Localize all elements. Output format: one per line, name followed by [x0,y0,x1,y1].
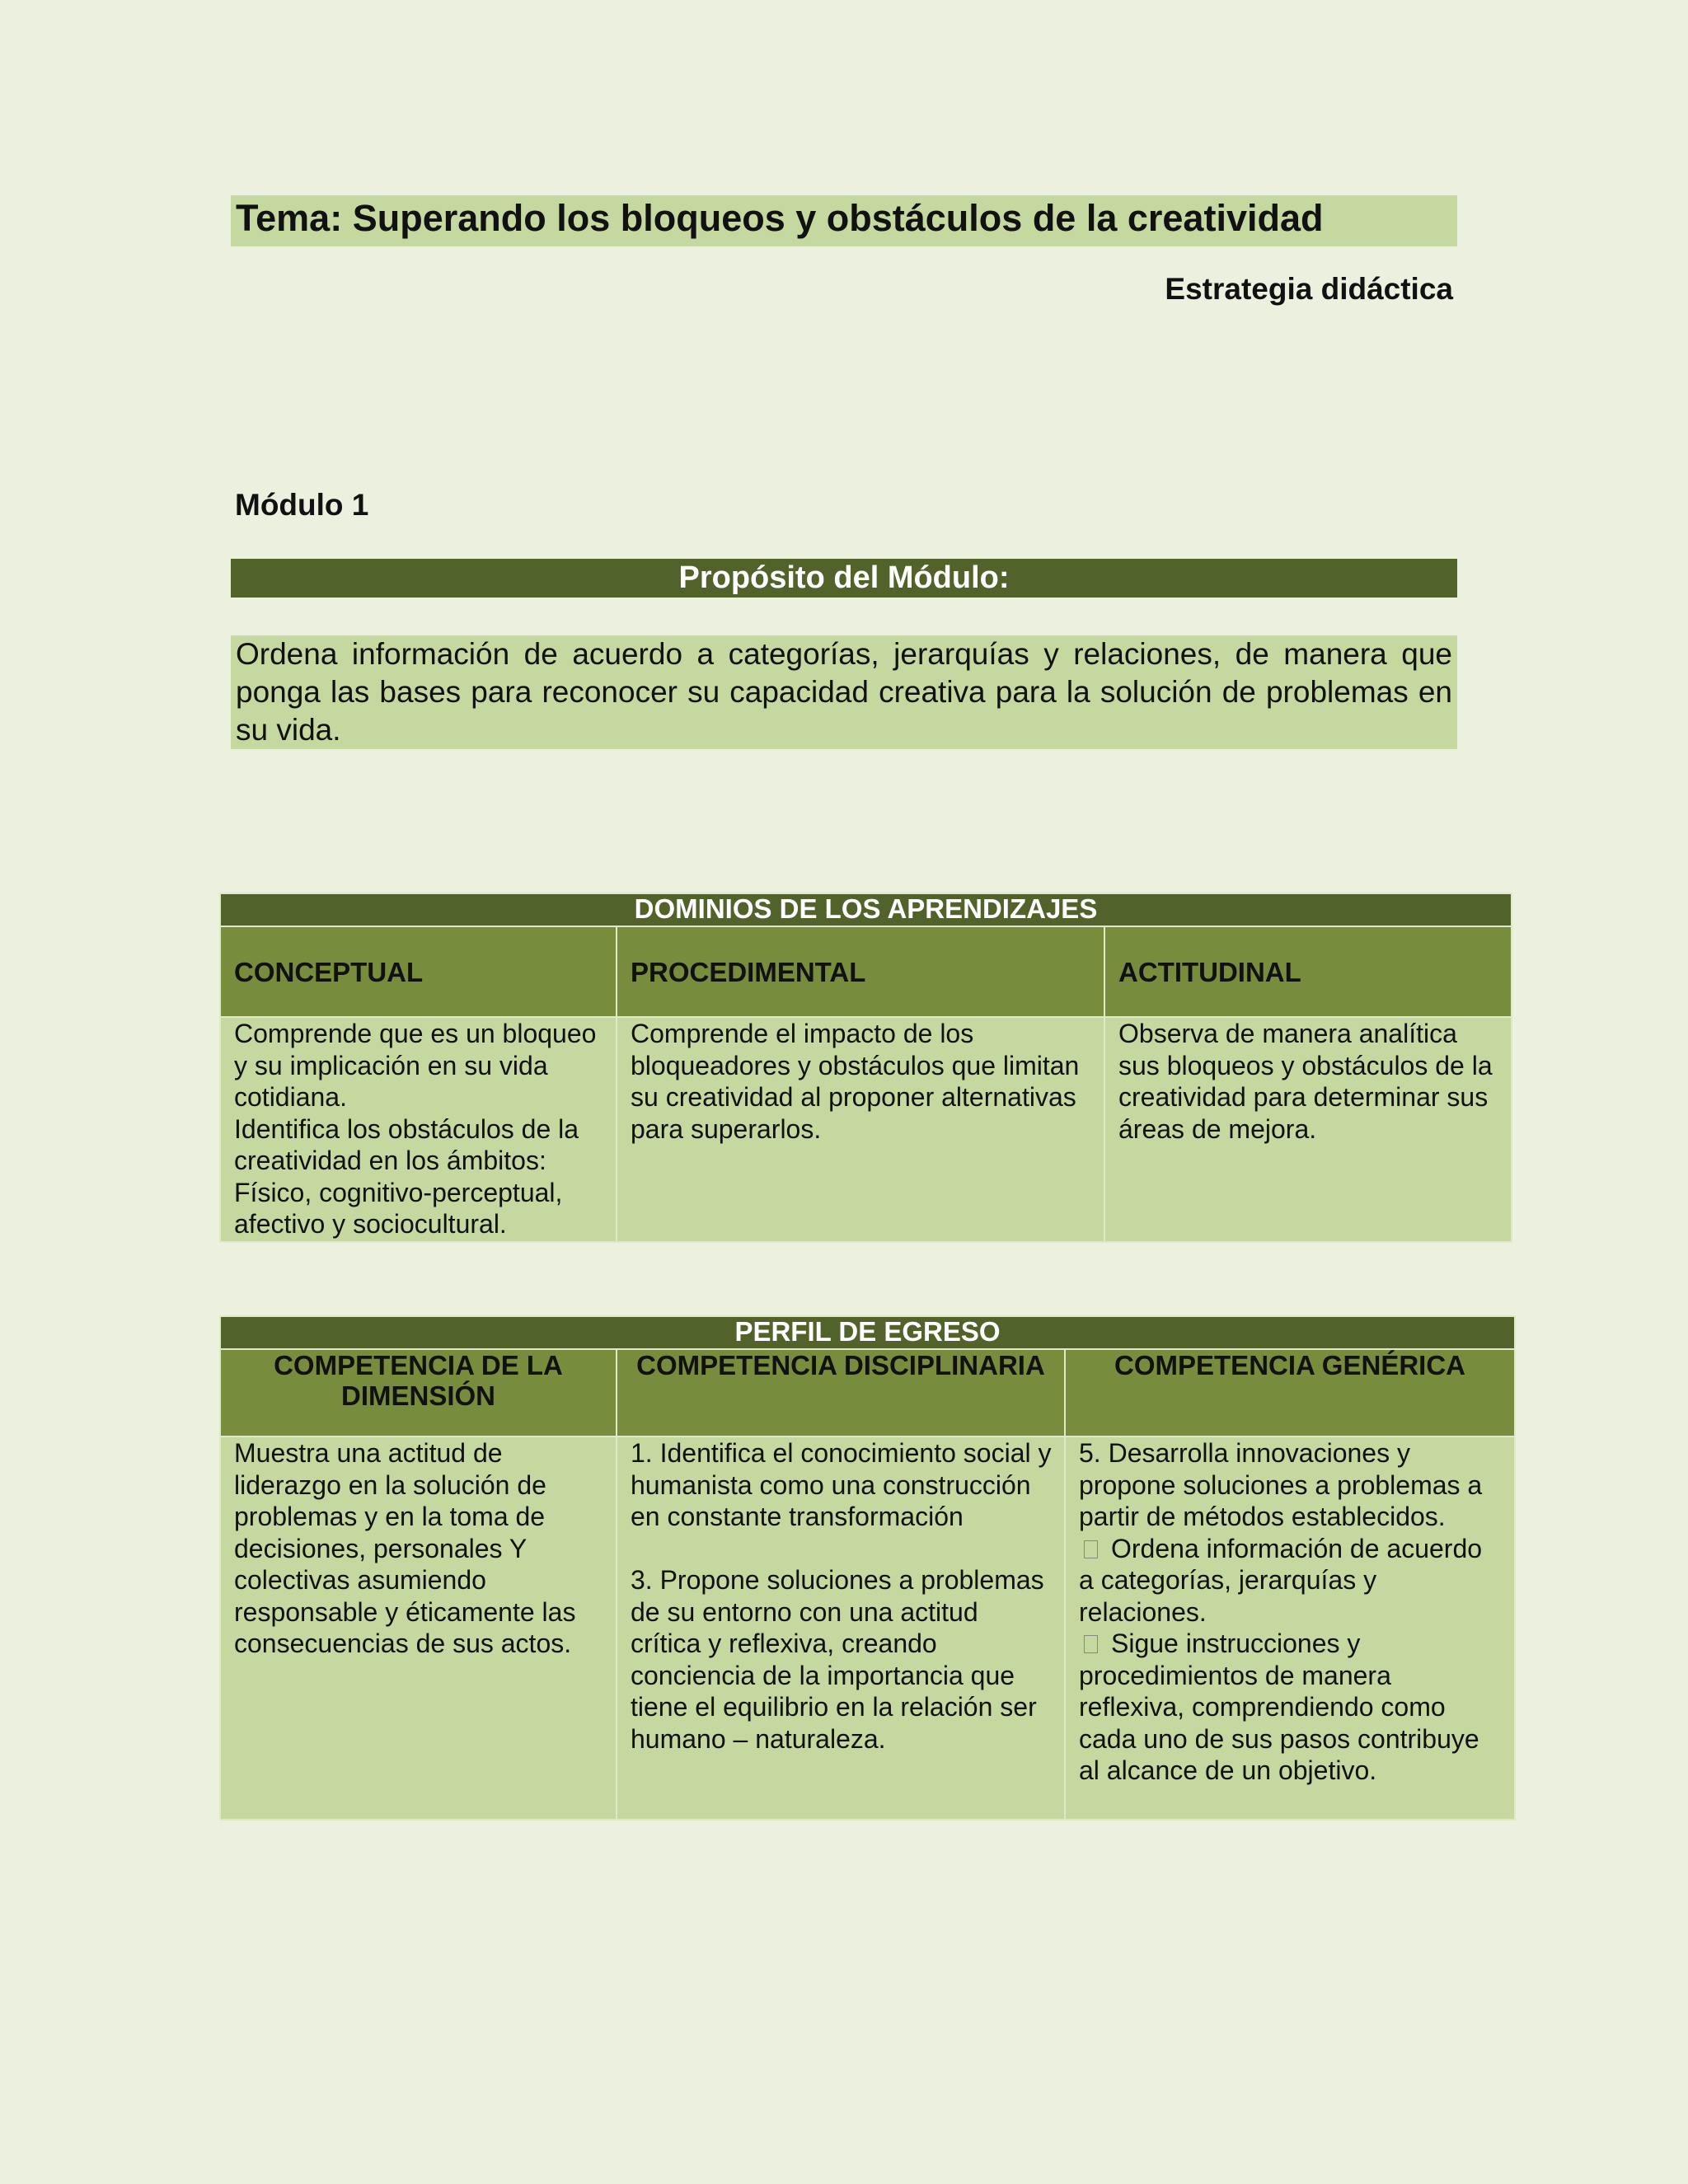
perfil-table [219,1315,1516,1821]
title-bar [231,195,1457,246]
bullet-text: Ordena información de acuerdo a categorías, jerarquías y relaciones. [1079,1533,1483,1627]
dominios-table [219,893,1512,1243]
column-header-actitudinal: ACTITUDINAL [1104,926,1512,1017]
cell-disciplinaria [617,1436,1065,1820]
cell-procedimental-text: Comprende el impacto de los bloqueadores y obstáculos que limitan su creatividad al proponer alternativas para superarlos. [631,1019,1080,1144]
cell-dimension-text: Muestra una actitud de liderazgo en la solución de problemas y en la toma de decisiones, personales Y colectivas asumiendo responsable y éticamente las consecuencias de sus actos. [234,1438,576,1658]
square-bullet-icon [1084,1540,1098,1558]
page-subtitle: Estrategia didáctica [1165,272,1453,306]
cell-generica [1065,1436,1515,1820]
cell-dimension [220,1436,617,1820]
cell-conceptual-text-2: Identifica los obstáculos de la creatividad en los ámbitos: Físico, cognitivo-perceptual, afectivo y sociocultural. [234,1113,579,1239]
column-header-procedimental: PROCEDIMENTAL [617,926,1104,1017]
cell-procedimental [617,1017,1104,1242]
column-header-generica: COMPETENCIA GENÉRICA [1065,1349,1515,1436]
column-header-conceptual: CONCEPTUAL [220,926,617,1017]
column-header-disciplinaria: COMPETENCIA DISCIPLINARIA [617,1349,1065,1436]
cell-actitudinal [1104,1017,1512,1242]
bullet-item [1079,1533,1503,1629]
bullet-text: Sigue instrucciones y procedimientos de manera reflexiva, comprendiendo como cada uno de sus pasos contribuye al alcance de un objetivo. [1079,1629,1479,1785]
page-title: Tema: Superando los bloqueos y obstáculos de la creatividad [236,197,1324,239]
competencia-1-text: 1. Identifica el conocimiento social y humanista como una construcción en constante transformación [631,1438,1052,1531]
module-label: Módulo 1 [235,488,369,522]
purpose-header: Propósito del Módulo: [231,559,1457,598]
paragraph-gap [631,1533,1053,1565]
column-header-dimension: COMPETENCIA DE LA DIMENSIÓN [220,1349,617,1436]
perfil-title: PERFIL DE EGRESO [220,1316,1515,1349]
bullet-item [1079,1628,1503,1787]
cell-conceptual [220,1017,617,1242]
square-bullet-icon [1084,1635,1098,1653]
competencia-5-text: 5. Desarrolla innovaciones y propone soluciones a problemas a partir de métodos establecidos. [1079,1438,1483,1531]
competencia-3-text: 3. Propone soluciones a problemas de su entorno con una actitud crítica y reflexiva, creando conciencia de la importancia que tiene el equilibrio en la relación ser humano – naturaleza. [631,1565,1044,1754]
cell-actitudinal-text: Observa de manera analítica sus bloqueos y obstáculos de la creatividad para determinar sus áreas de mejora. [1118,1019,1493,1144]
cell-conceptual-text-1: Comprende que es un bloqueo y su implicación en su vida cotidiana. [234,1019,597,1112]
purpose-text: Ordena información de acuerdo a categorías, jerarquías y relaciones, de manera que ponga las bases para reconocer su capacidad creativa para la solución de problemas en su vida. [231,635,1457,749]
dominios-title: DOMINIOS DE LOS APRENDIZAJES [220,893,1512,926]
